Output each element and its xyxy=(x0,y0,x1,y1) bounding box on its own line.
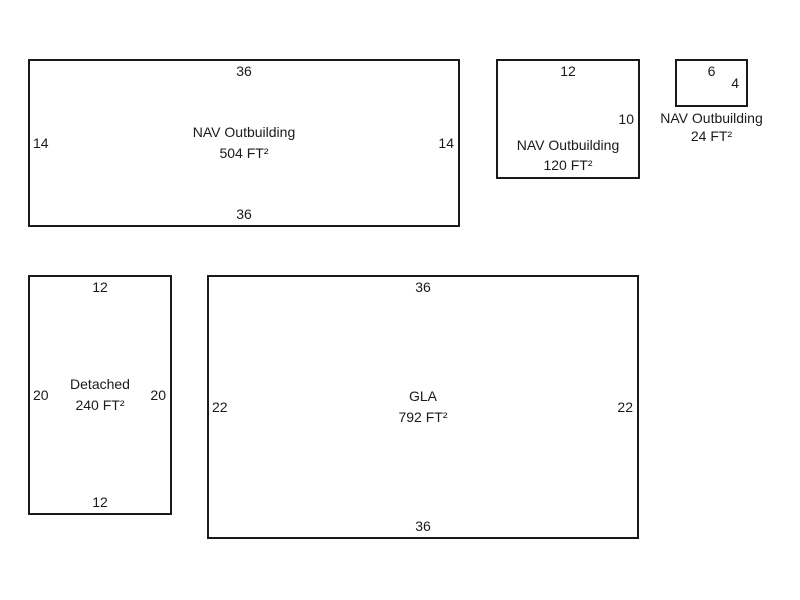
dim-right-label: 10 xyxy=(618,111,634,127)
building-detached-240 xyxy=(28,275,172,515)
building-name: NAV Outbuilding xyxy=(660,110,763,126)
dim-bottom-label: 36 xyxy=(236,206,252,222)
dim-top-label: 6 xyxy=(707,63,716,79)
dim-right-label: 22 xyxy=(617,399,633,415)
building-name: GLA xyxy=(408,388,437,404)
dim-top-label: 12 xyxy=(560,63,576,79)
building-label xyxy=(660,109,762,145)
dim-bottom-label: 12 xyxy=(92,494,108,510)
dim-top-label: 36 xyxy=(236,63,252,79)
building-name: NAV Outbuilding xyxy=(192,124,296,140)
building-nav-outbuilding-24 xyxy=(660,59,763,144)
dim-right-label: 20 xyxy=(150,387,166,403)
building-name: NAV Outbuilding xyxy=(516,137,620,153)
building-nav-outbuilding-504 xyxy=(28,59,460,227)
dim-right-label: 4 xyxy=(731,75,739,91)
building-label xyxy=(209,386,637,428)
dim-left-label: 20 xyxy=(33,387,49,403)
building-area: 24 FT² xyxy=(690,128,733,144)
building-gla-792 xyxy=(207,275,639,539)
dim-top-label: 12 xyxy=(92,279,108,295)
building-label xyxy=(498,135,638,175)
building-label xyxy=(30,122,458,164)
dim-left-label: 14 xyxy=(33,135,49,151)
building-label xyxy=(30,374,170,416)
building-name: Detached xyxy=(70,376,130,392)
building-area: 504 FT² xyxy=(219,145,269,161)
dim-left-label: 22 xyxy=(212,399,228,415)
building-area: 240 FT² xyxy=(75,397,125,413)
building-area: 120 FT² xyxy=(543,157,593,173)
dim-right-label: 14 xyxy=(438,135,454,151)
building-area: 792 FT² xyxy=(398,409,448,425)
dim-bottom-label: 36 xyxy=(415,518,431,534)
building-nav-outbuilding-120 xyxy=(496,59,640,179)
dim-top-label: 36 xyxy=(415,279,431,295)
